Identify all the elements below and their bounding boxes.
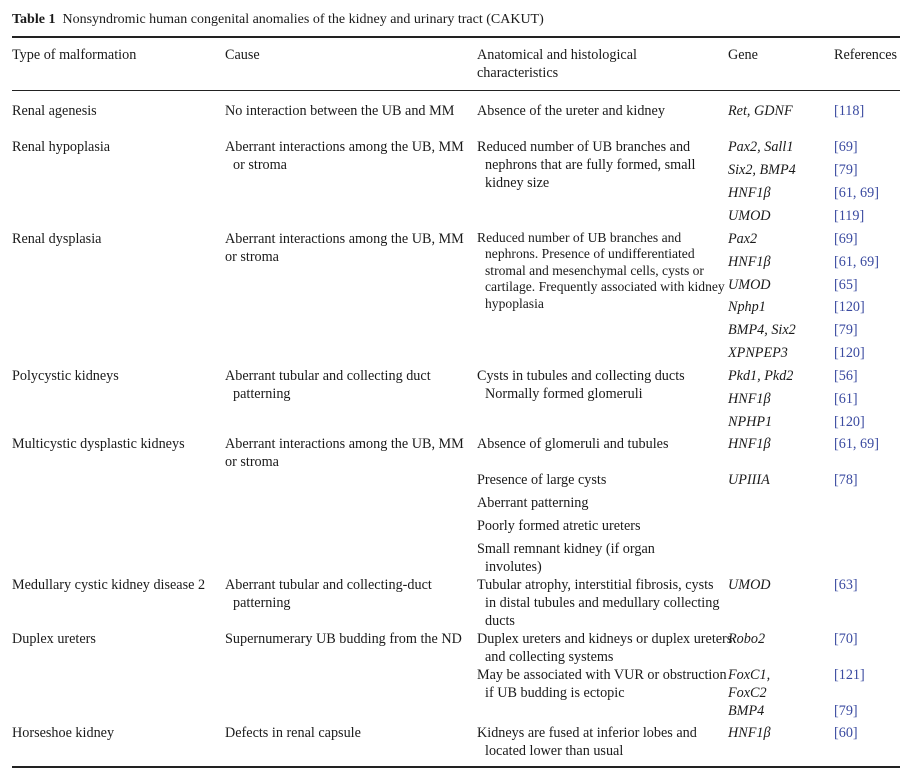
row-renal-agenesis-type: Renal agenesis <box>12 103 97 119</box>
row-duplex-type: Duplex ureters <box>12 631 96 647</box>
row-duplex-ref-2[interactable]: [121] <box>834 667 865 683</box>
row-polycystic-type: Polycystic kidneys <box>12 368 119 384</box>
row-renal-dysplasia-ref-1[interactable]: [69] <box>834 231 858 247</box>
row-renal-dysplasia-gene-2: HNF1β <box>728 254 771 270</box>
row-horseshoe-char: Kidneys are fused at inferior lobes and located lower than usual <box>477 725 697 759</box>
row-polycystic-ref-3[interactable]: [120] <box>834 414 865 430</box>
row-multicystic-type: Multicystic dysplastic kidneys <box>12 436 185 452</box>
row-multicystic-char-2: Presence of large cysts <box>477 472 607 488</box>
row-renal-dysplasia-gene-4: Nphp1 <box>728 299 766 315</box>
row-medullary-ref[interactable]: [63] <box>834 577 858 593</box>
row-duplex-gene-4: BMP4 <box>728 703 765 719</box>
table-header-rule <box>12 90 900 91</box>
row-horseshoe-gene: HNF1β <box>728 725 771 741</box>
row-renal-dysplasia-ref-5[interactable]: [79] <box>834 322 858 338</box>
row-renal-dysplasia-ref-4[interactable]: [120] <box>834 299 865 315</box>
row-renal-hypoplasia-char: Reduced number of UB branches and nephrons that are fully formed, small kidney size <box>477 139 696 191</box>
row-polycystic-gene-3: NPHP1 <box>728 414 773 430</box>
row-duplex-ref-1[interactable]: [70] <box>834 631 858 647</box>
row-renal-hypoplasia-ref-2[interactable]: [79] <box>834 162 858 178</box>
row-renal-dysplasia-ref-6[interactable]: [120] <box>834 345 865 361</box>
row-renal-hypoplasia-gene-3: HNF1β <box>728 185 771 201</box>
row-renal-hypoplasia-gene-2: Six2, BMP4 <box>728 162 796 178</box>
row-multicystic-cause: Aberrant interactions among the UB, MM or stroma <box>225 436 464 470</box>
row-duplex-gene-2: FoxC1, <box>728 667 771 683</box>
row-renal-hypoplasia-ref-1[interactable]: [69] <box>834 139 858 155</box>
row-multicystic-char-5: Small remnant kidney (if organ involutes) <box>477 541 655 575</box>
row-duplex-char-1: Duplex ureters and kidneys or duplex ureters and collecting systems <box>477 631 733 665</box>
row-horseshoe-type: Horseshoe kidney <box>12 725 115 741</box>
row-duplex-gene-1: Robo2 <box>728 631 766 647</box>
row-multicystic-ref-1[interactable]: [61, 69] <box>834 436 879 452</box>
row-duplex-gene-3: FoxC2 <box>728 685 767 701</box>
table-caption-label: Table 1 <box>12 12 56 27</box>
row-polycystic-ref-1[interactable]: [56] <box>834 368 858 384</box>
table-bottom-rule <box>12 766 900 768</box>
row-renal-agenesis-cause: No interaction between the UB and MM <box>225 103 455 119</box>
header-cause: Cause <box>225 47 260 63</box>
row-polycystic-char: Cysts in tubules and collecting ducts Normally formed glomeruli <box>477 368 685 402</box>
row-renal-dysplasia-ref-3[interactable]: [65] <box>834 277 858 293</box>
table-caption <box>12 11 544 29</box>
row-horseshoe-ref[interactable]: [60] <box>834 725 858 741</box>
row-renal-agenesis-char: Absence of the ureter and kidney <box>477 103 665 119</box>
row-renal-dysplasia-gene-5: BMP4, Six2 <box>728 322 796 338</box>
row-medullary-cause: Aberrant tubular and collecting-duct patterning <box>225 577 432 611</box>
row-duplex-cause: Supernumerary UB budding from the ND <box>225 631 462 647</box>
row-medullary-gene: UMOD <box>728 577 771 593</box>
row-renal-dysplasia-gene-3: UMOD <box>728 277 771 293</box>
row-renal-hypoplasia-cause: Aberrant interactions among the UB, MM or stroma <box>225 139 464 173</box>
row-polycystic-gene-2: HNF1β <box>728 391 771 407</box>
row-multicystic-char-4: Poorly formed atretic ureters <box>477 518 641 534</box>
row-horseshoe-cause: Defects in renal capsule <box>225 725 361 741</box>
row-renal-dysplasia-cause: Aberrant interactions among the UB, MM or stroma <box>225 231 464 265</box>
row-duplex-ref-3[interactable]: [79] <box>834 703 858 719</box>
header-gene: Gene <box>728 47 758 63</box>
row-multicystic-ref-2[interactable]: [78] <box>834 472 858 488</box>
row-renal-dysplasia-type: Renal dysplasia <box>12 231 102 247</box>
row-multicystic-char-3: Aberrant patterning <box>477 495 589 511</box>
row-polycystic-gene-1: Pkd1, Pkd2 <box>728 368 794 384</box>
header-characteristics: Anatomical and histological characteristics <box>477 47 637 81</box>
row-renal-hypoplasia-gene-1: Pax2, Sall1 <box>728 139 794 155</box>
table-top-rule <box>12 36 900 38</box>
row-renal-hypoplasia-ref-4[interactable]: [119] <box>834 208 865 224</box>
table-caption-text: Nonsyndromic human congenital anomalies of the kidney and urinary tract (CAKUT) <box>62 12 544 27</box>
row-renal-agenesis-ref[interactable]: [118] <box>834 103 865 119</box>
row-multicystic-gene-2: UPIIIA <box>728 472 770 488</box>
header-references: References <box>834 47 898 63</box>
row-renal-hypoplasia-gene-4: UMOD <box>728 208 771 224</box>
row-renal-hypoplasia-ref-3[interactable]: [61, 69] <box>834 185 879 201</box>
row-renal-dysplasia-char: Reduced number of UB branches and nephrons. Presence of undifferentiated stromal and mesenchymal cells, cysts or cartilage. Frequently associated with kidney hypoplasia <box>477 230 725 311</box>
row-renal-agenesis-gene: Ret, GDNF <box>728 103 793 119</box>
header-type: Type of malformation <box>12 47 137 63</box>
row-medullary-type: Medullary cystic kidney disease 2 <box>12 577 206 593</box>
row-duplex-char-2: May be associated with VUR or obstruction if UB budding is ectopic <box>477 667 727 701</box>
row-multicystic-char-1: Absence of glomeruli and tubules <box>477 436 669 452</box>
row-medullary-char: Tubular atrophy, interstitial fibrosis, cysts in distal tubules and medullary collecting ducts <box>477 577 720 629</box>
row-renal-dysplasia-gene-1: Pax2 <box>728 231 758 247</box>
row-renal-hypoplasia-type: Renal hypoplasia <box>12 139 111 155</box>
row-renal-dysplasia-gene-6: XPNPEP3 <box>728 345 788 361</box>
row-polycystic-ref-2[interactable]: [61] <box>834 391 858 407</box>
row-multicystic-gene-1: HNF1β <box>728 436 771 452</box>
row-polycystic-cause: Aberrant tubular and collecting duct patterning <box>225 368 431 402</box>
row-renal-dysplasia-ref-2[interactable]: [61, 69] <box>834 254 879 270</box>
